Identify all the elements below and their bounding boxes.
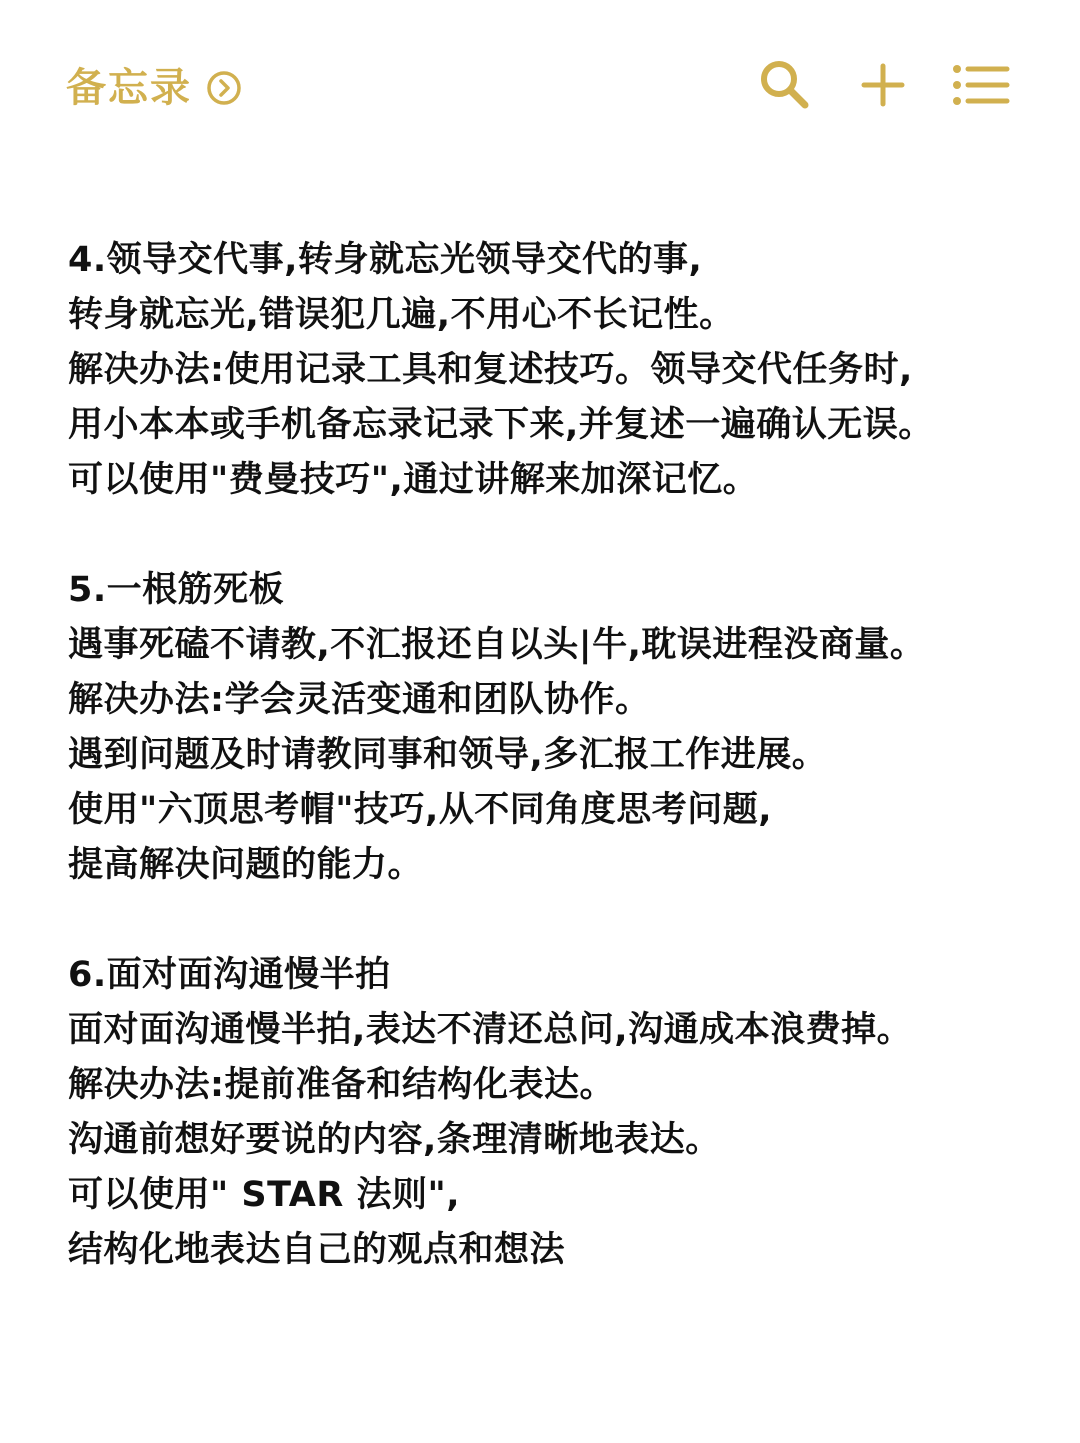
list-view-button[interactable] [952,58,1010,116]
plus-icon [858,60,908,114]
back-to-notes-button[interactable] [66,60,242,116]
note-line: 解决办法:学会灵活变通和团队协作。 [68,680,651,720]
toolbar [756,58,1010,116]
note-line: 转身就忘光,错误犯几遍,不用心不长记性。 [68,295,735,335]
add-note-button[interactable] [854,58,912,116]
note-section-4 [68,233,1048,508]
back-label: 备忘录 [66,65,192,111]
note-line: 可以使用"费曼技巧",通过讲解来加深记忆。 [68,460,759,500]
note-section-6 [68,948,1048,1278]
note-line: 解决办法:使用记录工具和复述技巧。领导交代任务时, [68,350,913,390]
note-body[interactable] [68,233,1048,1278]
note-section-5 [68,563,1048,893]
note-line: 4.领导交代事,转身就忘光领导交代的事, [68,240,703,280]
note-line: 遇到问题及时请教同事和领导,多汇报工作进展。 [68,735,828,775]
list-icon [952,60,1010,114]
note-line: 沟通前想好要说的内容,条理清晰地表达。 [68,1120,721,1160]
note-line: 可以使用" STAR 法则", [68,1175,461,1215]
note-line: 6.面对面沟通慢半拍 [68,955,391,995]
note-line: 5.一根筋死板 [68,570,285,610]
search-button[interactable] [756,58,814,116]
navigation-bar [0,0,1080,180]
note-line: 用小本本或手机备忘录记录下来,并复述一遍确认无误。 [68,405,934,445]
chevron-right-circle-icon [206,70,242,106]
note-line: 提高解决问题的能力。 [68,845,424,885]
note-line: 解决办法:提前准备和结构化表达。 [68,1065,615,1105]
note-line: 遇事死磕不请教,不汇报还自以头|牛,耽误进程没商量。 [68,625,926,665]
note-line: 结构化地表达自己的观点和想法 [68,1230,566,1270]
note-line: 使用"六顶思考帽"技巧,从不同角度思考问题, [68,790,773,830]
search-icon [757,57,813,117]
note-line: 面对面沟通慢半拍,表达不清还总问,沟通成本浪费掉。 [68,1010,913,1050]
